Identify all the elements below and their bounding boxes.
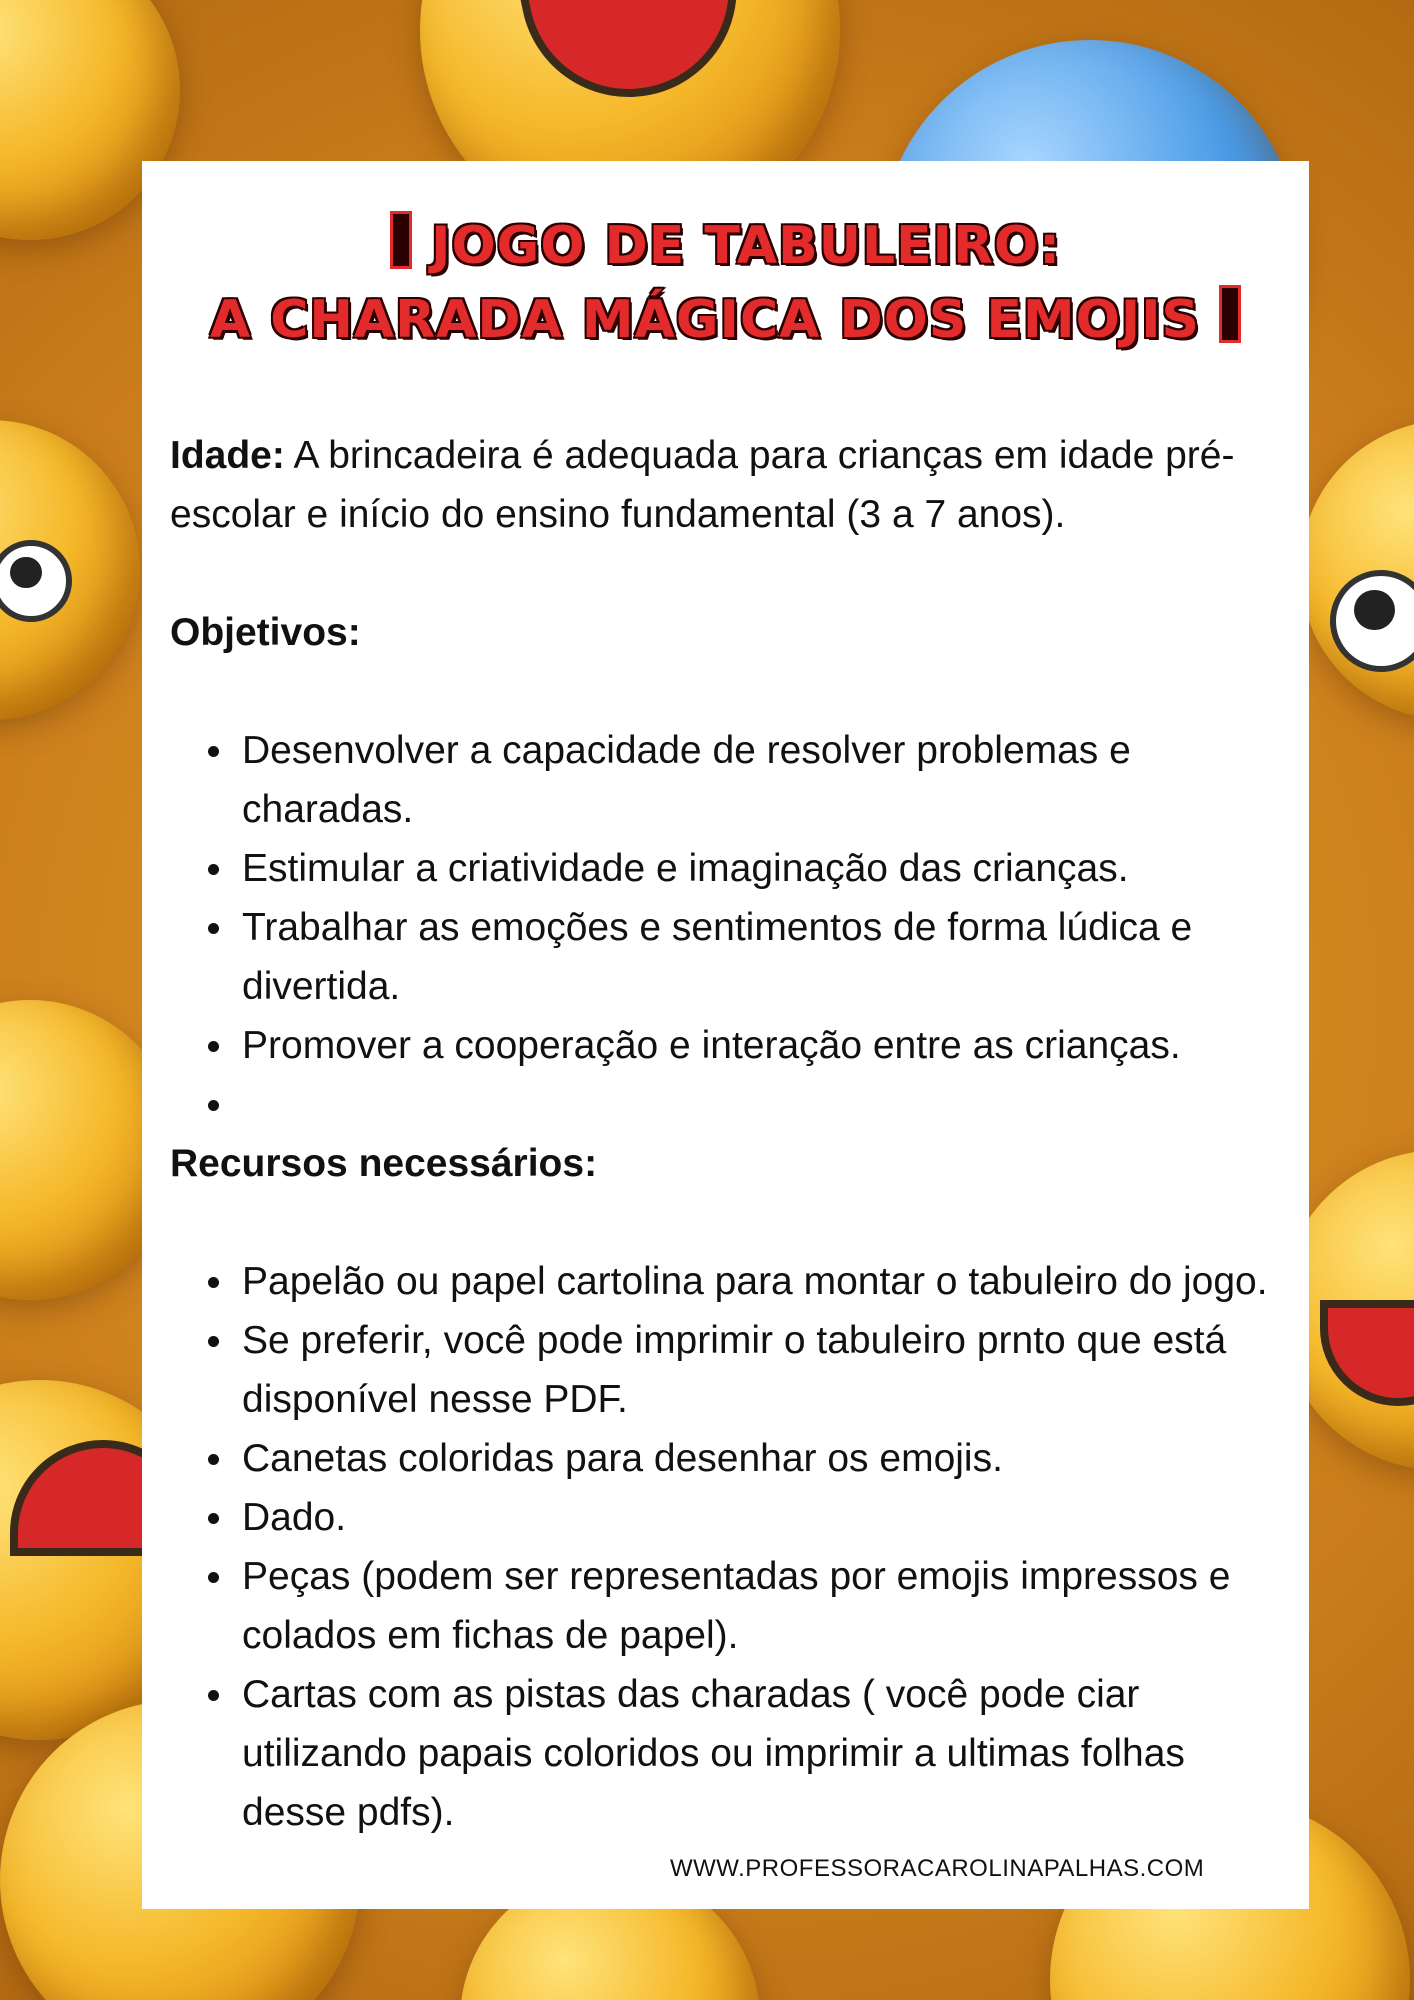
idade-paragraph <box>170 426 1290 544</box>
recursos-heading: Recursos necessários: <box>170 1142 598 1185</box>
list-item: Peças (podem ser representadas por emojis impressos e colados em fichas de papel). <box>242 1547 1290 1665</box>
list-item: Promover a cooperação e interação entre as crianças. <box>242 1016 1290 1075</box>
list-item: Desenvolver a capacidade de resolver problemas e charadas. <box>242 721 1290 839</box>
page-title <box>142 209 1309 357</box>
emoji-right-upper <box>1300 420 1414 720</box>
content-card <box>142 161 1309 1909</box>
objetivos-heading: Objetivos: <box>170 611 361 654</box>
list-item: Se preferir, você pode imprimir o tabuleiro prnto que está disponível nesse PDF. <box>242 1311 1290 1429</box>
idade-text: A brincadeira é adequada para crianças em idade pré-escolar e início do ensino fundamental (3 a 7 anos). <box>170 434 1235 536</box>
list-item-empty <box>242 1075 1290 1134</box>
list-item: Trabalhar as emoções e sentimentos de forma lúdica e divertida. <box>242 898 1290 1016</box>
title-line-1: JOGO DE TABULEIRO: <box>142 209 1309 283</box>
website-link[interactable]: WWW.PROFESSORACAROLINAPALHAS.COM <box>670 1855 1205 1882</box>
list-item: Cartas com as pistas das charadas ( você pode ciar utilizando papais coloridos ou imprimir a ultimas folhas desse pdfs). <box>242 1665 1290 1842</box>
list-item: Dado. <box>242 1488 1290 1547</box>
objetivos-list <box>170 721 1290 1134</box>
emoji-left-upper <box>0 420 140 720</box>
decorative-mark <box>390 211 412 269</box>
list-item: Canetas coloridas para desenhar os emojis. <box>242 1429 1290 1488</box>
title-line-2: A CHARADA MÁGICA DOS EMOJIS <box>142 283 1309 357</box>
decorative-mark <box>1219 285 1241 343</box>
idade-label: Idade: <box>170 434 285 477</box>
list-item: Papelão ou papel cartolina para montar o tabuleiro do jogo. <box>242 1252 1290 1311</box>
recursos-list <box>170 1252 1290 1842</box>
document-body <box>170 426 1290 1842</box>
list-item: Estimular a criatividade e imaginação das crianças. <box>242 839 1290 898</box>
